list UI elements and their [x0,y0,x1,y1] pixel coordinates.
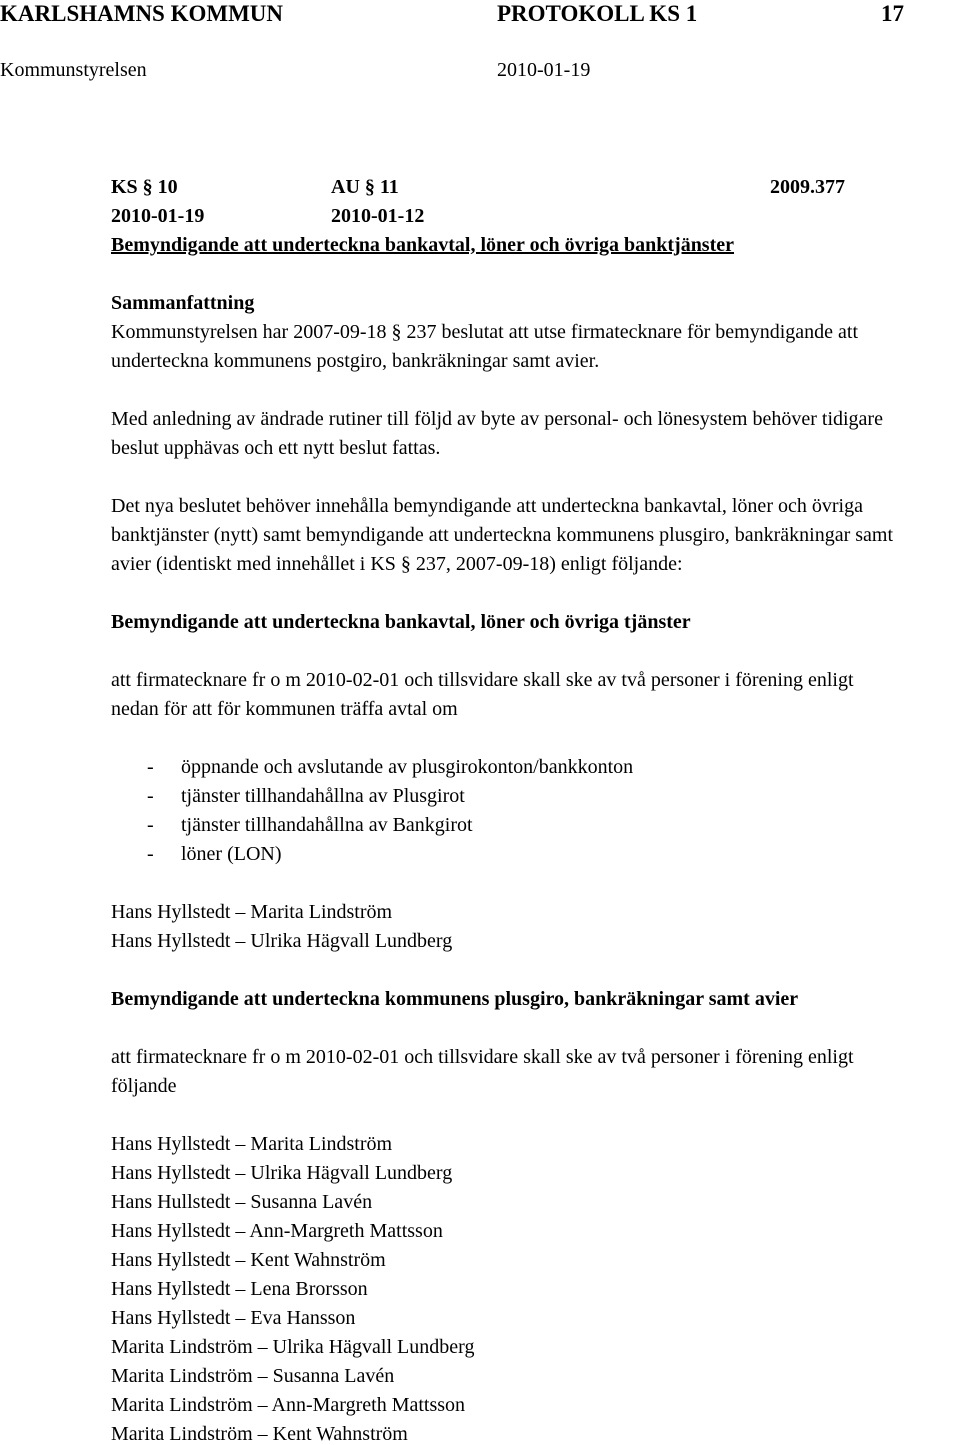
signatory-pair: Marita Lindström – Ulrika Hägvall Lundberg [111,1336,475,1358]
summary-p2-line: beslut upphävas och ett nytt beslut fattas. [111,437,441,459]
header-page-number: 17 [881,1,904,26]
list-bullet: - [147,843,154,865]
signatory-pair: Hans Hyllstedt – Lena Brorsson [111,1278,368,1300]
signatory-pair: Hans Hyllstedt – Marita Lindström [111,901,393,923]
signatory-pair: Hans Hyllstedt – Ann-Margreth Mattsson [111,1220,443,1242]
summary-p3-line: Det nya beslutet behöver innehålla bemyndigande att underteckna bankavtal, löner och övriga [111,495,863,517]
header-org: KARLSHAMNS KOMMUN [0,1,284,26]
signatory-pair: Hans Hyllstedt – Ulrika Hägvall Lundberg [111,1162,453,1184]
signatory-pair: Hans Hullstedt – Susanna Lavén [111,1191,373,1213]
section2-heading: Bemyndigande att underteckna kommunens plusgiro, bankräkningar samt avier [111,988,799,1010]
list-item: tjänster tillhandahållna av Plusgirot [181,785,465,807]
case-au-date: 2010-01-12 [331,205,425,227]
summary-p3-line: avier (identiskt med innehållet i KS § 237, 2007-09-18) enligt följande: [111,553,683,575]
section1-intro-line: nedan för att för kommunen träffa avtal om [111,698,458,720]
summary-p1-line: underteckna kommunens postgiro, bankräkningar samt avier. [111,350,600,372]
header-date: 2010-01-19 [497,59,591,81]
signatory-pair: Marita Lindström – Susanna Lavén [111,1365,395,1387]
signatory-pair: Marita Lindström – Ann-Margreth Mattsson [111,1394,466,1416]
signatory-pair: Hans Hyllstedt – Eva Hansson [111,1307,356,1329]
summary-p1-line: Kommunstyrelsen har 2007-09-18 § 237 beslutat att utse firmatecknare för bemyndigande att [111,321,859,343]
section1-heading: Bemyndigande att underteckna bankavtal, löner och övriga tjänster [111,611,691,633]
signatory-pair: Hans Hyllstedt – Marita Lindström [111,1133,393,1155]
section2-intro-line: följande [111,1075,177,1097]
list-item: tjänster tillhandahållna av Bankgirot [181,814,473,836]
signatory-pair: Marita Lindström – Kent Wahnström [111,1423,408,1445]
signatory-pair: Hans Hyllstedt – Kent Wahnström [111,1249,386,1271]
signatory-pair: Hans Hyllstedt – Ulrika Hägvall Lundberg [111,930,453,952]
list-bullet: - [147,756,154,778]
summary-p3-line: banktjänster (nytt) samt bemyndigande att underteckna kommunens plusgiro, bankräkningar samt [111,524,894,546]
case-title: Bemyndigande att underteckna bankavtal, löner och övriga banktjänster [111,234,735,256]
section2-intro-line: att firmatecknare fr o m 2010-02-01 och tillsvidare skall ske av två personer i förening enligt [111,1046,854,1068]
case-diary-number: 2009.377 [770,176,845,198]
case-au-ref: AU § 11 [331,176,399,198]
case-ks-date: 2010-01-19 [111,205,205,227]
header-protocol: PROTOKOLL KS 1 [497,1,698,26]
list-item: löner (LON) [181,843,282,865]
case-ks-ref: KS § 10 [111,176,178,198]
list-bullet: - [147,785,154,807]
list-bullet: - [147,814,154,836]
summary-heading: Sammanfattning [111,292,255,314]
header-body: Kommunstyrelsen [0,59,147,81]
summary-p2-line: Med anledning av ändrade rutiner till följd av byte av personal- och lönesystem behöver tidigare [111,408,883,430]
list-item: öppnande och avslutande av plusgirokonton/bankkonton [181,756,634,778]
section1-intro-line: att firmatecknare fr o m 2010-02-01 och tillsvidare skall ske av två personer i förening enligt [111,669,854,691]
